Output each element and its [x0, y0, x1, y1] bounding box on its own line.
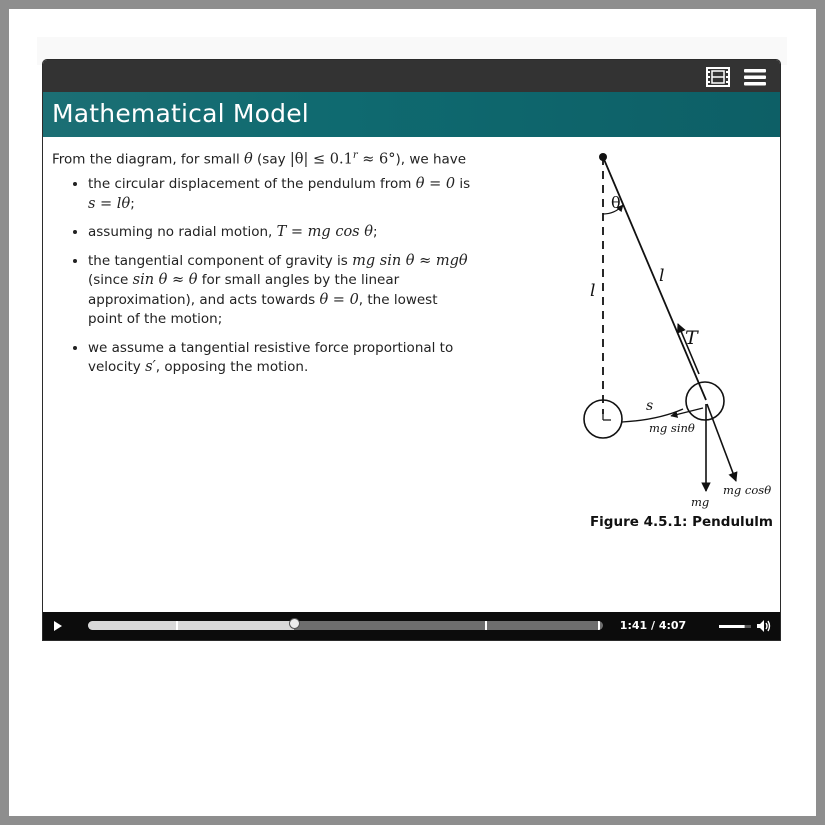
displaced-bob	[686, 382, 724, 420]
slide-title: Mathematical Model	[52, 99, 309, 128]
progress-bar[interactable]	[88, 621, 603, 630]
mg-cos-arrow	[707, 404, 736, 481]
bullet-math: s = lθ	[88, 195, 131, 212]
progress-handle[interactable]	[289, 618, 300, 629]
time-display: 1:41 / 4:07	[619, 619, 687, 632]
page-frame	[9, 9, 816, 816]
label-l-vertical: l	[590, 281, 596, 301]
bullet-text: the circular displacement of the pendulum from	[88, 176, 416, 192]
bullet-text: ;	[372, 224, 378, 240]
intro-math-sup: r	[352, 150, 358, 161]
list-item	[88, 175, 472, 214]
menu-icon[interactable]	[743, 67, 767, 87]
video-player	[42, 59, 781, 641]
chapter-tick	[598, 621, 600, 630]
label-mg: mg	[691, 495, 710, 509]
bullet-math: mg sin θ ≈ mgθ	[352, 252, 468, 269]
bullet-text: assuming no radial motion,	[88, 224, 277, 240]
intro-math-theta: θ	[244, 151, 253, 168]
bullet-text: , opposing the motion.	[155, 359, 309, 375]
intro-text: From the diagram, for small	[52, 151, 245, 168]
list-item	[88, 223, 472, 243]
bullet-math: s′	[145, 359, 156, 375]
bullet-text: the tangential component of gravity is	[88, 252, 353, 269]
progress-fill	[88, 621, 294, 630]
right-angle-mark	[603, 412, 611, 420]
intro-math-condition: |θ| ≤ 0.1	[289, 151, 353, 168]
bullet-list	[52, 175, 472, 378]
slide-title-bar	[43, 92, 780, 137]
play-icon[interactable]	[53, 620, 63, 632]
label-mg-cos: mg cosθ	[723, 483, 772, 497]
bullet-text: ;	[130, 195, 135, 212]
label-tension: T	[685, 327, 698, 349]
list-item	[88, 252, 472, 330]
bullet-text: for small angles by the linear approximation), and acts towards	[88, 272, 400, 308]
bullet-text: is	[455, 176, 471, 192]
filmstrip-icon[interactable]	[706, 67, 730, 87]
bullet-text: , the lowest point of the motion;	[88, 291, 438, 327]
intro-paragraph	[52, 146, 472, 170]
chapter-tick	[176, 621, 178, 630]
label-theta: θ	[611, 193, 621, 212]
bullet-math: θ = 0	[319, 291, 359, 308]
slide-body	[52, 146, 472, 387]
volume-icon[interactable]	[756, 619, 772, 633]
label-mg-sin: mg sinθ	[649, 421, 695, 435]
bullet-text: (since	[88, 272, 133, 288]
label-arc-s: s	[646, 398, 654, 414]
volume-slider[interactable]	[719, 621, 751, 631]
player-controls	[43, 612, 780, 640]
bullet-math: T = mg cos θ	[276, 224, 373, 240]
bullet-math: θ = 0	[415, 176, 456, 192]
intro-text-suffix: ), we have	[395, 151, 467, 168]
player-top-bar	[43, 60, 780, 92]
intro-math-approx: ≈ 6°	[357, 151, 396, 168]
bullet-text: we assume a tangential resistive force proportional to velocity	[88, 339, 454, 375]
intro-text-say: (say	[252, 151, 290, 168]
chapter-tick	[485, 621, 487, 630]
list-item	[88, 339, 472, 378]
bullet-math: sin θ ≈ θ	[132, 272, 198, 288]
label-l-string: l	[659, 266, 665, 286]
pendulum-diagram	[583, 142, 778, 532]
figure-caption: Figure 4.5.1: Pendululm	[589, 514, 773, 530]
